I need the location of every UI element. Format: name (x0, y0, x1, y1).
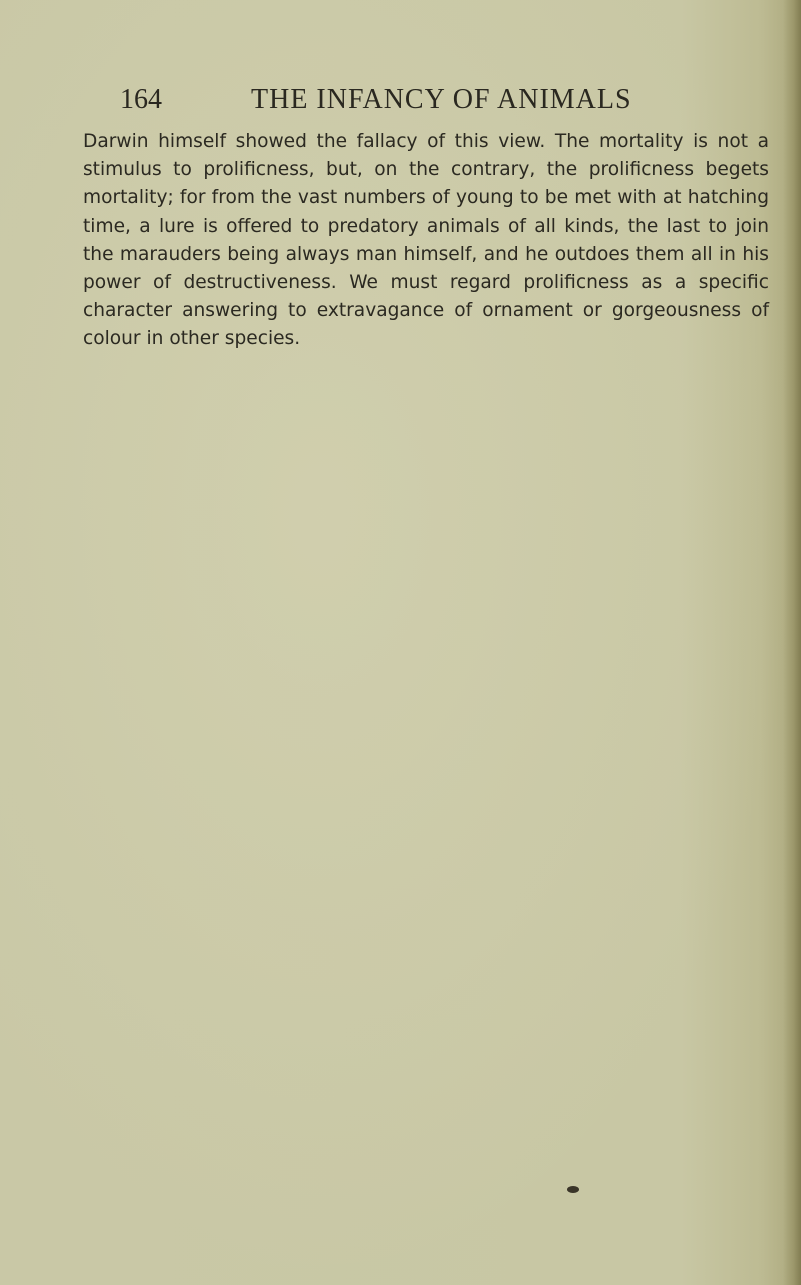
ink-spot (567, 1186, 579, 1193)
body-paragraph: Darwin himself showed the fallacy of this view. The mortality is not a stimulus to prolificness, but, on the contrary, the prolificness begets mortality; for from the vast numbers of young to be met with at hatching time, a lure is offered to predatory animals of all kinds, the last to join the marauders being always man himself, and he outdoes them all in his power of destructiveness. We must regard prolificness as a specific character answering to extravagance of ornament or gorgeousness of colour in other species. (83, 131, 769, 350)
page-edge-shadow (783, 0, 801, 1285)
running-head: THE INFANCY OF ANIMALS (251, 84, 632, 115)
page-number: 164 (120, 84, 162, 115)
page-header (120, 84, 680, 124)
